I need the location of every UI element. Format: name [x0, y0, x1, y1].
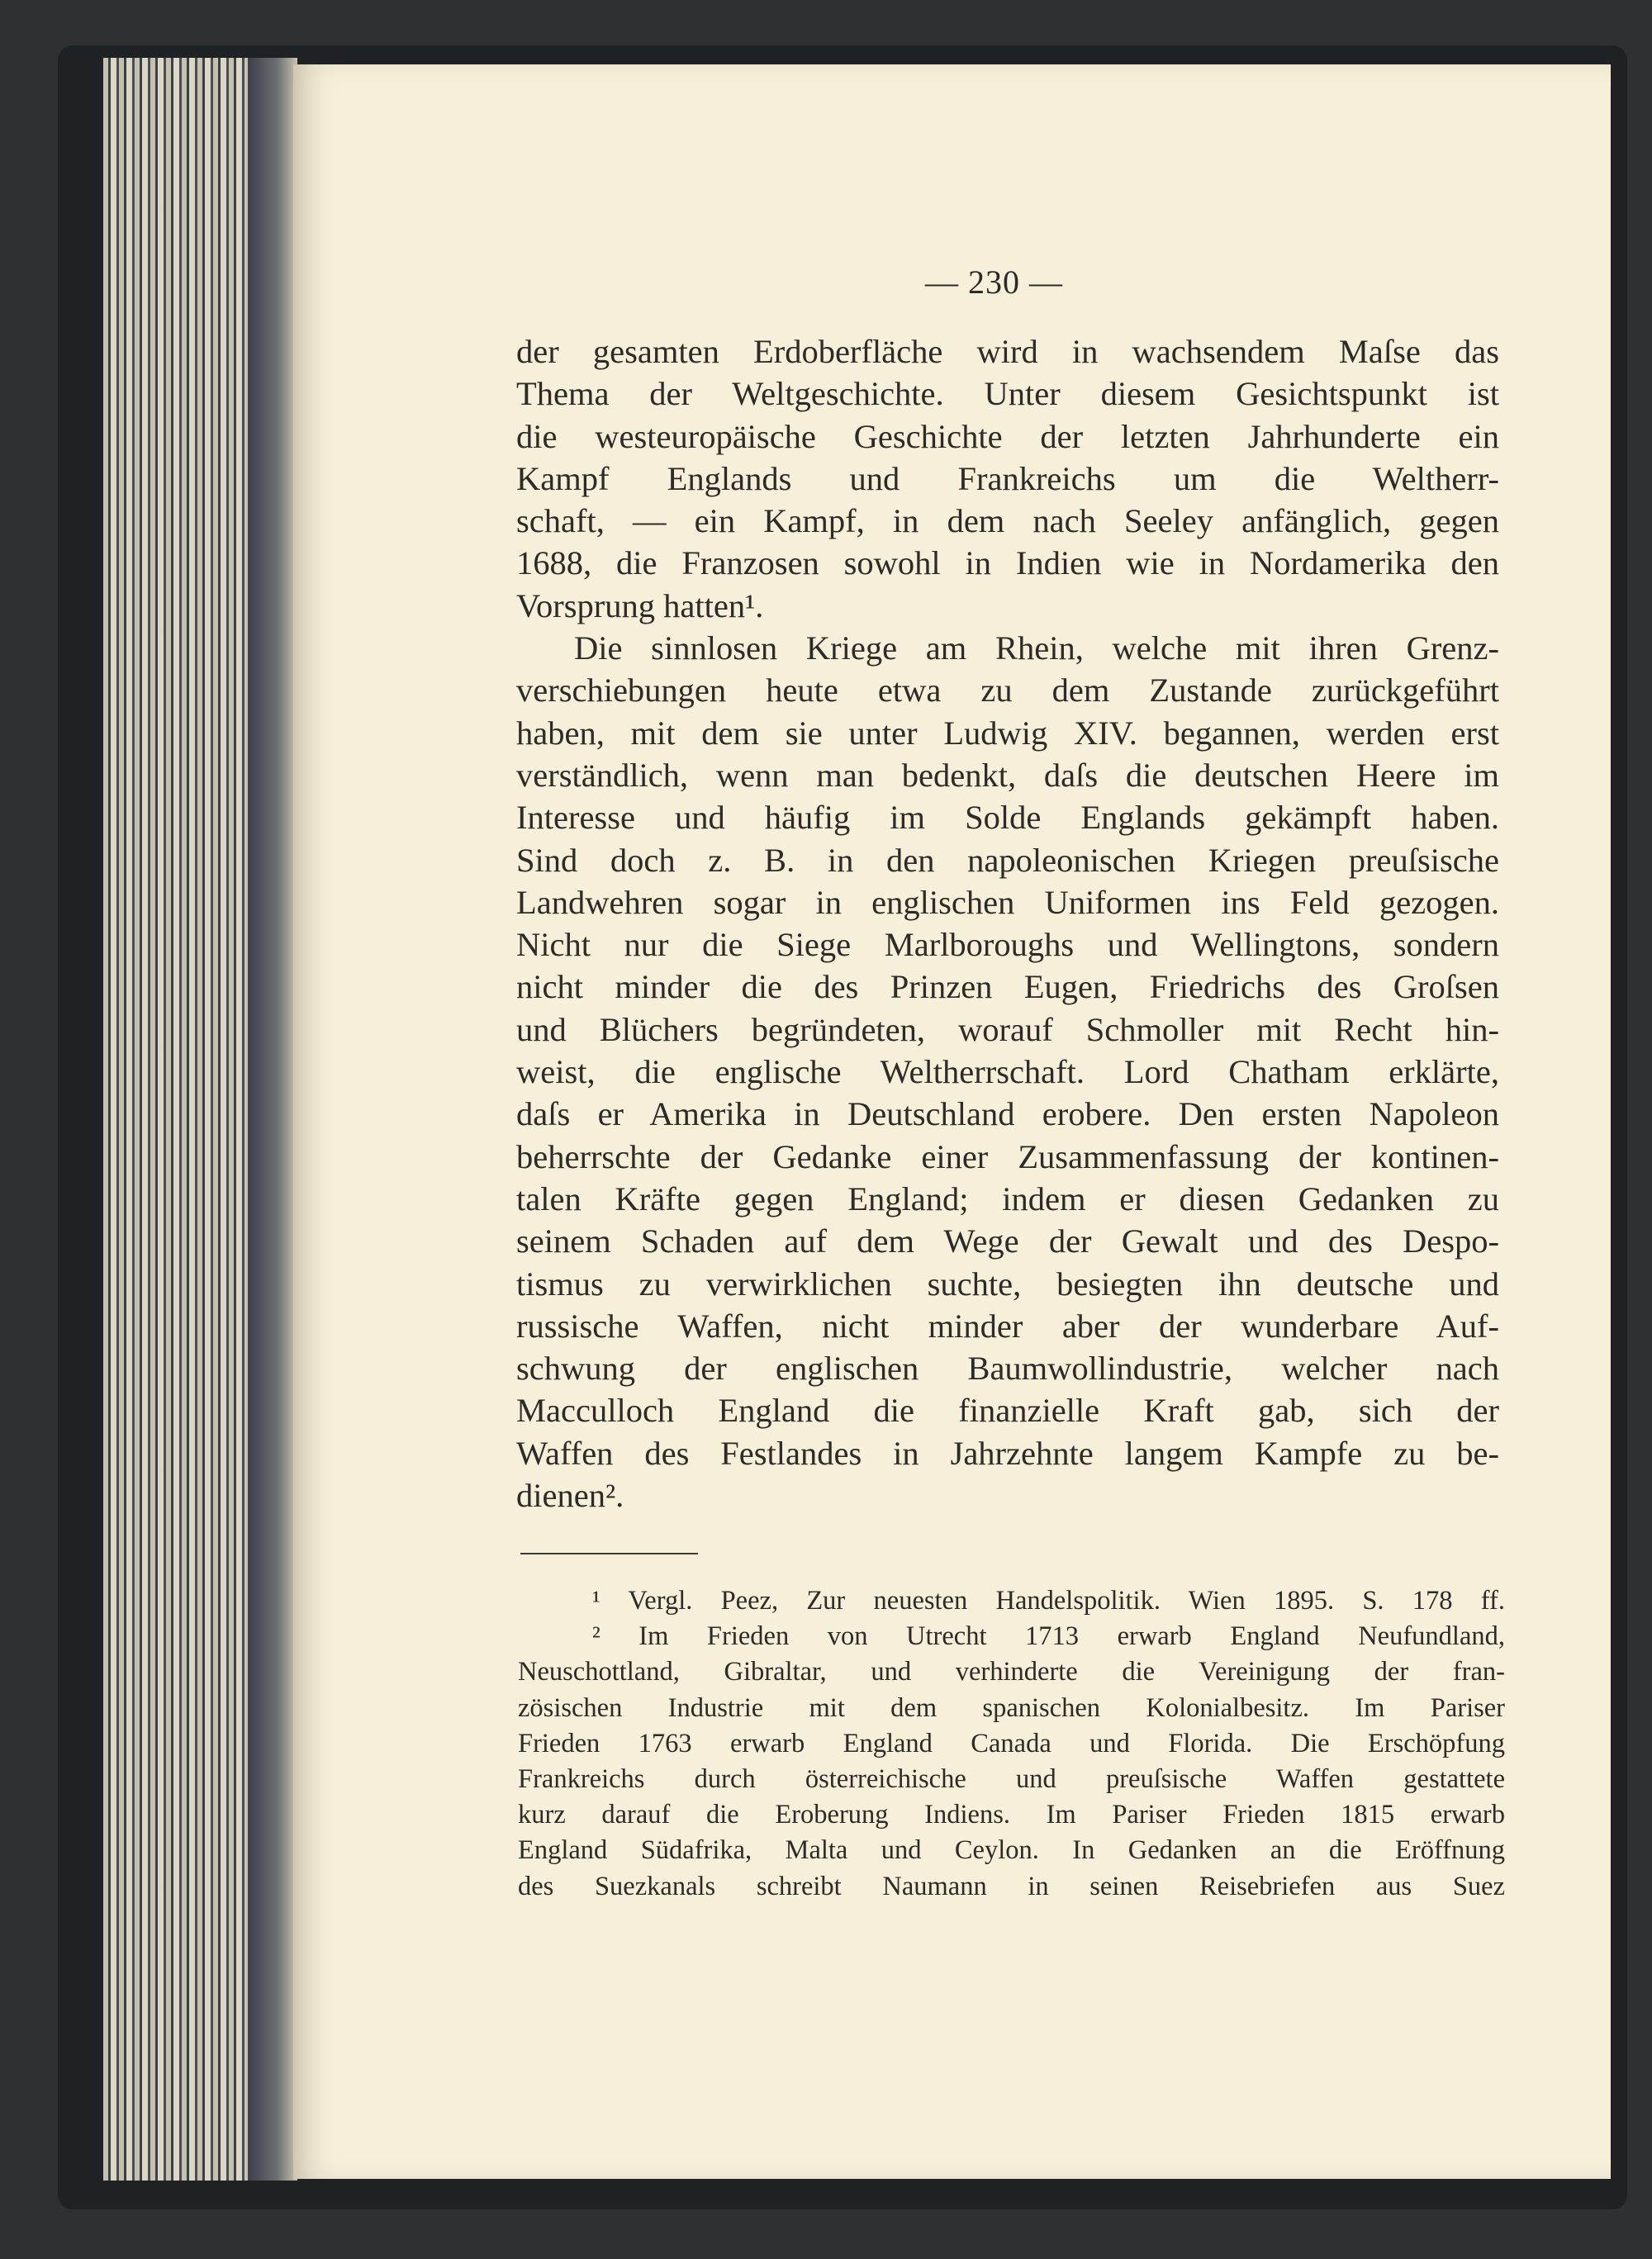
body-line: die westeuropäische Geschichte der letzten Jahrhunderte ein	[516, 417, 1499, 455]
footnote-line: kurz darauf die Eroberung Indiens. Im Pariser Frieden 1815 erwarb	[518, 1800, 1505, 1830]
body-text	[516, 330, 1499, 1516]
footnote-line: ² Im Frieden von Utrecht 1713 erwarb England Neufundland,	[592, 1621, 1505, 1652]
body-line: Sind doch z. B. in den napoleonischen Kriegen preuſsische	[516, 841, 1499, 879]
body-line: russische Waffen, nicht minder aber der wunderbare Auf-	[516, 1307, 1499, 1345]
body-line: 1688, die Franzosen sowohl in Indien wie in Nordamerika den	[516, 544, 1499, 582]
page-number: — 230 —	[925, 263, 1063, 301]
body-line: der gesamten Erdoberfläche wird in wachsendem Maſse das	[516, 333, 1499, 370]
body-line: weist, die englische Weltherrschaft. Lord Chatham erklärte,	[516, 1053, 1499, 1091]
footnotes	[518, 1583, 1505, 1905]
body-line: schwung der englischen Baumwollindustrie, welcher nach	[516, 1350, 1499, 1388]
footnote-line: Neuschottland, Gibraltar, und verhinderte die Vereinigung der fran-	[518, 1657, 1505, 1687]
body-line: Thema der Weltgeschichte. Unter diesem Gesichtspunkt ist	[516, 375, 1499, 413]
body-line: talen Kräfte gegen England; indem er diesen Gedanken zu	[516, 1179, 1499, 1217]
body-line: daſs er Amerika in Deutschland erobere. Den ersten Napoleon	[516, 1095, 1499, 1133]
body-line: Landwehren sogar in englischen Uniformen ins Feld gezogen.	[516, 883, 1499, 921]
footnote-divider	[520, 1553, 698, 1554]
footnote-line: Frieden 1763 erwarb England Canada und Florida. Die Erschöpfung	[518, 1728, 1505, 1758]
footnote-line: des Suezkanals schreibt Naumann in seinen Reisebriefen aus Suez	[518, 1871, 1505, 1901]
spine-shadow	[248, 58, 297, 2181]
body-line: nicht minder die des Prinzen Eugen, Friedrichs des Groſsen	[516, 968, 1499, 1006]
body-line: verschiebungen heute etwa zu dem Zustande zurückgeführt	[516, 672, 1499, 709]
body-line: seinem Schaden auf dem Wege der Gewalt und des Despo-	[516, 1222, 1499, 1260]
footnote-line: ¹ Vergl. Peez, Zur neuesten Handelspolitik. Wien 1895. S. 178 ff.	[592, 1586, 1505, 1616]
body-line: Macculloch England die finanzielle Kraft gab, sich der	[516, 1392, 1499, 1430]
footnote-line: zösischen Industrie mit dem spanischen Kolonialbesitz. Im Pariser	[518, 1692, 1505, 1723]
body-line: Nicht nur die Siege Marlboroughs und Wellingtons, sondern	[516, 926, 1499, 964]
body-line: tismus zu verwirklichen suchte, besiegten ihn deutsche und	[516, 1265, 1499, 1303]
body-line: Interesse und häufig im Solde Englands gekämpft haben.	[516, 799, 1499, 837]
footnote-line: Frankreichs durch österreichische und preuſsische Waffen gestattete	[518, 1763, 1505, 1794]
body-line: schaft, — ein Kampf, in dem nach Seeley anfänglich, gegen	[516, 502, 1499, 540]
body-line: haben, mit dem sie unter Ludwig XIV. begannen, werden erst	[516, 714, 1499, 752]
body-line: Die sinnlosen Kriege am Rhein, welche mit ihren Grenz-	[574, 629, 1499, 667]
body-line: beherrschte der Gedanke einer Zusammenfassung der kontinen-	[516, 1137, 1499, 1175]
body-line: Vorsprung hatten¹.	[516, 586, 764, 624]
body-line: Kampf Englands und Frankreichs um die Weltherr-	[516, 459, 1499, 497]
body-line: Waffen des Festlandes in Jahrzehnte langem Kampfe zu be-	[516, 1434, 1499, 1472]
body-line: und Blüchers begründeten, worauf Schmoller mit Recht hin-	[516, 1010, 1499, 1048]
body-line: verständlich, wenn man bedenkt, daſs die deutschen Heere im	[516, 756, 1499, 794]
body-line: dienen².	[516, 1477, 624, 1515]
footnote-line: England Südafrika, Malta und Ceylon. In Gedanken an die Eröffnung	[518, 1835, 1505, 1866]
